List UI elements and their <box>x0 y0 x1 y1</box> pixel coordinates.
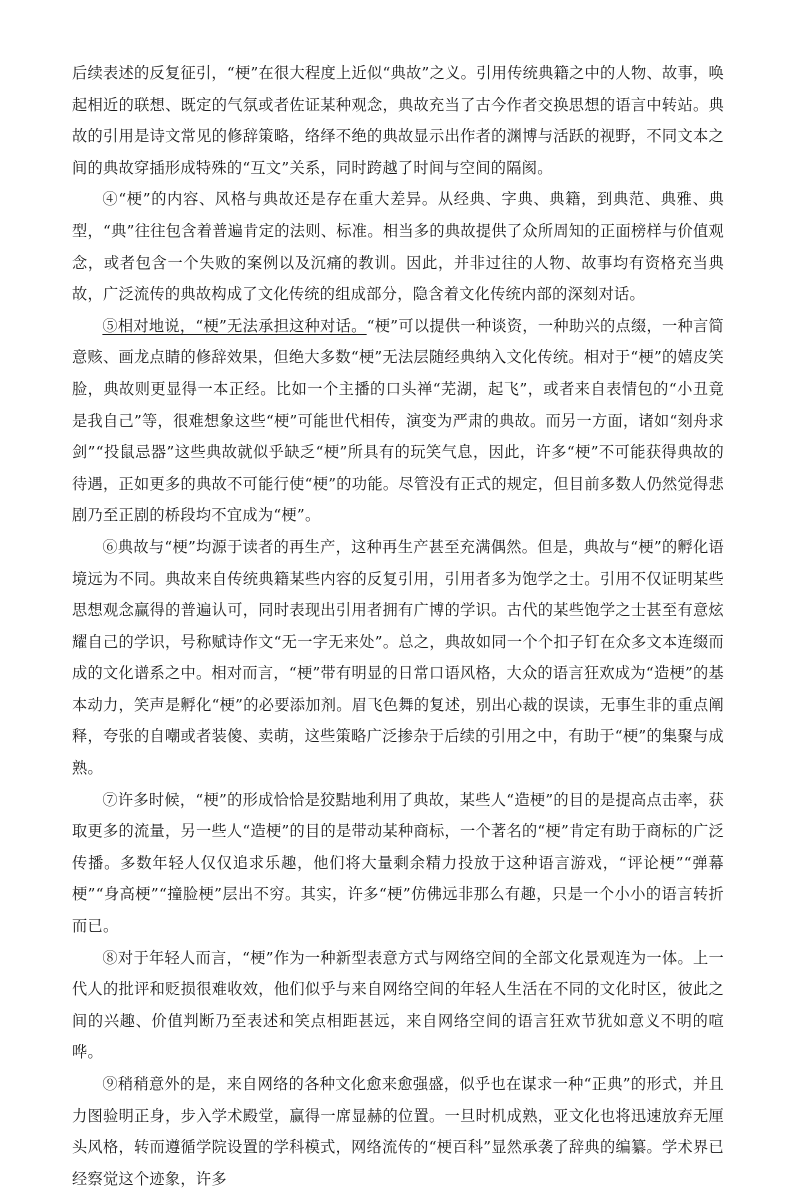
paragraph-8: ⑧对于年轻人而言，“梗”作为一种新型表意方式与网络空间的全部文化景观连为一体。上一代人的批评和贬损很难收效，他们似乎与来自网络空间的年轻人生活在不同的文化时区，彼此之间的兴趣、价值判断乃至表述和笑点相距甚远，来自网络空间的语言狂欢节犹如意义不明的喧哗。 <box>72 948 724 1062</box>
paragraph-6: ⑥典故与“梗”均源于读者的再生产，这种再生产甚至充满偶然。但是，典故与“梗”的孵化语境远为不同。典故来自传统典籍某些内容的反复引用，引用者多为饱学之士。引用不仅证明某些思想观念赢得的普遍认可，同时表现出引用者拥有广博的学识。古代的某些饱学之士甚至有意炫耀自己的学识，号称赋诗作文“无一字无来处”。总之，典故如同一个个扣子钉在众多文本连缀而成的文化谱系之中。相对而言，“梗”带有明显的日常口语风格，大众的语言狂欢成为“造梗”的基本动力，笑声是孵化“梗”的必要添加剂。眉飞色舞的复述，别出心裁的误读，无事生非的重点阐释，夸张的自嘲或者装傻、卖萌，这些策略广泛掺杂于后续的引用之中，有助于“梗”的集聚与成熟。 <box>72 537 724 778</box>
paragraph-9: ⑨稍稍意外的是，来自网络的各种文化愈来愈强盛，似乎也在谋求一种“正典”的形式，并且力图验明正身，步入学术殿堂，赢得一席显赫的位置。一旦时机成熟，亚文化也将迅速放弃无厘头风格，转而遵循学院设置的学科模式，网络流传的“梗百科”显然承袭了辞典的编纂。学术界已经察觉这个迹象，许多 <box>72 1075 725 1188</box>
document-body <box>72 58 724 1195</box>
paragraph-4: ④“梗”的内容、风格与典故还是存在重大差异。从经典、字典、典籍，到典范、典雅、典型，“典”往往包含着普遍肯定的法则、标准。相当多的典故提供了众所周知的正面榜样与价值观念，或者包含一个失败的案例以及沉痛的教训。因此，并非过往的人物、故事均有资格充当典故，广泛流传的典故构成了文化传统的组成部分，隐含着文化传统内部的深刻对话。 <box>72 190 724 304</box>
paragraph-7: ⑦许多时候，“梗”的形成恰恰是狡黠地利用了典故，某些人“造梗”的目的是提高点击率，获取更多的流量，另一些人“造梗”的目的是带动某种商标，一个著名的“梗”肯定有助于商标的广泛传播。多数年轻人仅仅追求乐趣，他们将大量剩余精力投放于这种语言游戏，“评论梗”“弹幕梗”“身高梗”“撞脸梗”层出不穷。其实，许多“梗”仿佛远非那么有趣，只是一个小小的语言转折而已。 <box>72 790 724 936</box>
paragraph-continued: 后续表述的反复征引，“梗”在很大程度上近似“典故”之义。引用传统典籍之中的人物、故事，唤起相近的联想、既定的气氛或者佐证某种观念，典故充当了古今作者交换思想的语言中转站。典故的引用是诗文常见的修辞策略，络绎不绝的典故显示出作者的渊博与活跃的视野，不同文本之间的典故穿插形成特殊的“互文”关系，同时跨越了时间与空间的隔阂。 <box>72 64 724 177</box>
paragraph-5 <box>72 311 724 532</box>
underlined-sentence: ⑤相对地说，“梗”无法承担这种对话。 <box>102 316 367 335</box>
paragraph-5-rest: “梗”可以提供一种谈资，一种助兴的点缀，一种言简意赅、画龙点睛的修辞效果，但绝大多数“梗”无法层随经典纳入文化传统。相对于“梗”的嬉皮笑脸，典故则更显得一本正经。比如一个主播的口头禅“芜湖，起飞”，或者来自表情包的“小丑竟是我自己”等，很难想象这些“梗”可能世代相传，演变为严肃的典故。而另一方面，诸如“刻舟求剑”“投鼠忌器”这些典故就似乎缺乏“梗”所具有的玩笑气息，因此，许多“梗”不可能获得典故的待遇，正如更多的典故不可能行使“梗”的功能。尽管没有正式的规定，但目前多数人仍然觉得悲剧乃至正剧的桥段均不宜成为“梗”。 <box>72 316 724 525</box>
